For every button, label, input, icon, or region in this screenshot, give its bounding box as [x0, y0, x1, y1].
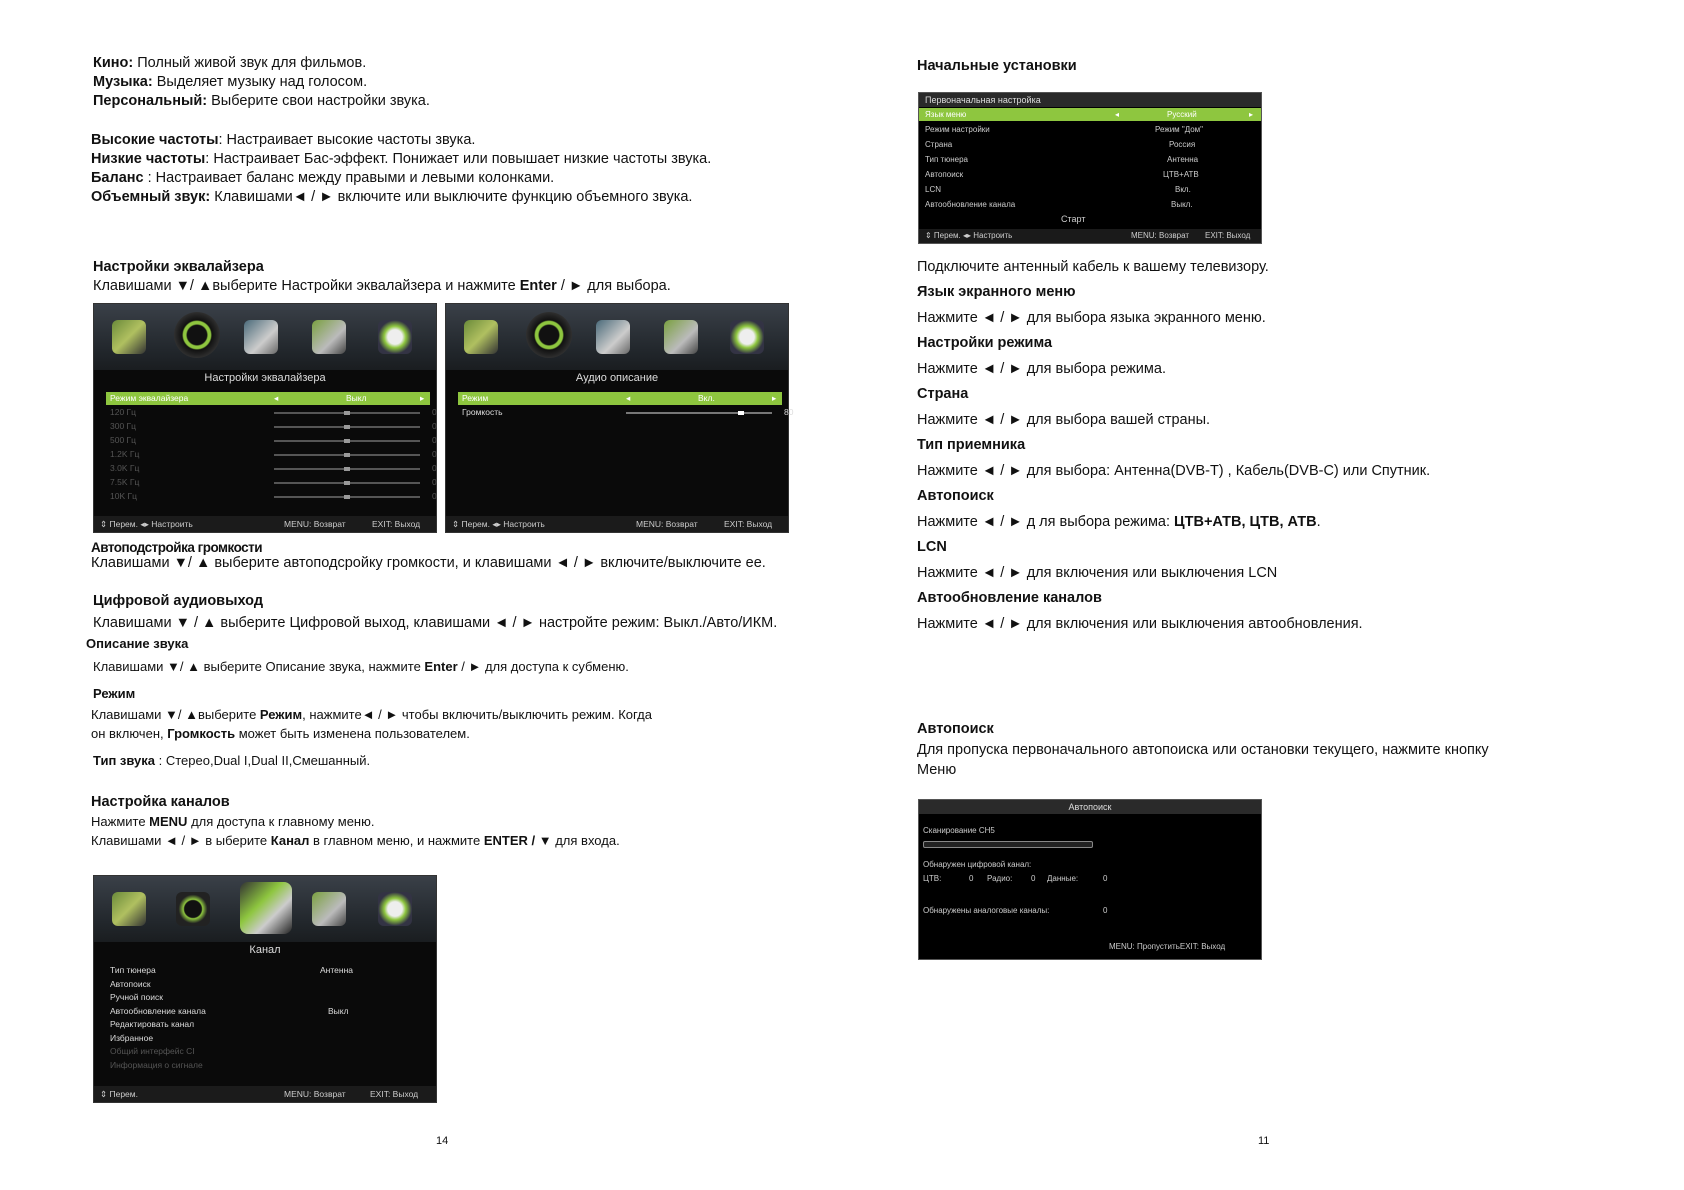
eq-heading: Настройки эквалайзера	[93, 259, 264, 275]
dtv-label: ЦТВ:	[923, 874, 942, 883]
analog-count: 0	[1103, 906, 1108, 915]
dtv-count: 0	[969, 874, 974, 883]
lcn-heading: LCN	[917, 539, 947, 555]
channel-heading: Настройка каналов	[91, 794, 230, 810]
channel-icon	[244, 320, 278, 354]
connect-text: Подключите антенный кабель к вашему телевизору.	[917, 259, 1269, 275]
ch-row-favorites[interactable]: Избранное	[110, 1032, 154, 1043]
screen-footer: ⇕ Перем. ◂▸ Настроить MENU: Возврат EXIT: Выход	[94, 516, 436, 532]
init-row-country[interactable]: Страна	[925, 140, 953, 149]
mode-settings-heading: Настройки режима	[917, 335, 1053, 351]
screen-title: Автопоиск	[919, 800, 1261, 814]
avl-text: Клавишами ▼/ ▲ выберите автоподсройку громкости, и клавишами ◄ / ► включите/выключите ее.	[91, 555, 766, 571]
init-row-tuner[interactable]: Тип тюнера	[925, 155, 968, 164]
eq-row-120[interactable]: 120 Гц 0	[110, 407, 437, 417]
ch-row-edit[interactable]: Редактировать канал	[110, 1019, 195, 1029]
eq-instructions: Клавишами ▼/ ▲выберите Настройки эквалайзера и нажмите Enter / ► для выбора.	[93, 278, 671, 294]
channel-text-2: Клавишами ◄ / ► в ыберите Канал в главном меню, и нажмите ENTER / ▼ для входа.	[91, 833, 620, 848]
sound-icon	[526, 312, 572, 358]
page-number: 11	[1258, 1135, 1270, 1147]
screen-footer: ⇕ Перем. MENU: Возврат EXIT: Выход	[94, 1086, 436, 1102]
ch-row-tuner[interactable]: Тип тюнера Антенна	[110, 965, 354, 975]
eq-row-mode[interactable]: Режим эквалайзера ◂ Выкл ▸	[106, 392, 430, 405]
autosearch2-heading: Автопоиск	[917, 721, 994, 737]
lock-icon	[664, 320, 698, 354]
lock-icon	[312, 320, 346, 354]
init-row-tuner-value: Антенна	[1167, 155, 1199, 164]
receiver-type-text: Нажмите ◄ / ► для выбора: Антенна(DVB-T) , Кабель(DVB-C) или Спутник.	[917, 463, 1431, 479]
menu-icon-bar	[446, 304, 788, 370]
avl-heading: Автоподстройка громкости	[91, 540, 263, 555]
sound-mode-music: Музыка: Выделяет музыку над голосом.	[93, 74, 368, 90]
ad-row-volume[interactable]: Громкость 80	[462, 407, 794, 417]
lcn-text: Нажмите ◄ / ► для включения или выключения LCN	[917, 565, 1278, 581]
channel-icon	[596, 320, 630, 354]
start-button[interactable]: Старт	[1061, 214, 1086, 224]
eq-row-3000[interactable]: 3.0K Гц 0	[110, 463, 437, 473]
menu-icon-bar	[94, 876, 436, 942]
mode-settings-text: Нажмите ◄ / ► для выбора режима.	[917, 361, 1166, 377]
ad-heading: Описание звука	[86, 636, 189, 651]
screen-title: Канал	[249, 944, 281, 956]
channel-text-1: Нажмите MENU для доступа к главному меню.	[91, 814, 375, 829]
surround-text: Объемный звук: Клавишами◄ / ► включите или выключите функцию объемного звука.	[91, 189, 693, 205]
init-row-autoupdate[interactable]: Автообновление канала	[925, 200, 1016, 209]
spdif-text: Клавишами ▼ / ▲ выберите Цифровой выход, клавишами ◄ / ► настройте режим: Выкл./Авто/ИКМ.	[93, 615, 778, 631]
initial-setup-screen	[918, 92, 1262, 244]
treble-text: Высокие частоты: Настраивает высокие частоты звука.	[91, 132, 476, 148]
init-row-lcn[interactable]: LCN	[925, 185, 942, 194]
osd-language-heading: Язык экранного меню	[917, 284, 1076, 300]
mode-text-2: он включен, Громкость может быть изменена пользователем.	[91, 726, 470, 741]
autosearch-heading: Автопоиск	[917, 488, 994, 504]
sound-type-text: Тип звука : Стерео,Dual I,Dual II,Смешанный.	[93, 753, 371, 768]
balance-text: Баланс : Настраивает баланс между правыми и левыми колонками.	[91, 170, 555, 186]
mode-heading: Режим	[93, 686, 136, 701]
sound-icon	[176, 892, 210, 926]
osd-language-text: Нажмите ◄ / ► для выбора языка экранного меню.	[917, 310, 1266, 326]
spdif-heading: Цифровой аудиовыход	[93, 593, 264, 609]
ch-row-signal: Информация о сигнале	[110, 1059, 203, 1070]
eq-row-300[interactable]: 300 Гц 0	[110, 421, 437, 431]
country-text: Нажмите ◄ / ► для выбора вашей страны.	[917, 412, 1211, 428]
ch-row-ci: Общий интерфейс CI	[110, 1046, 195, 1056]
ch-row-manual[interactable]: Ручной поиск	[110, 992, 163, 1002]
init-row-autosearch-value: ЦТВ+АТВ	[1163, 170, 1199, 179]
country-heading: Страна	[917, 386, 969, 402]
scan-footer: MENU: ПропуститьEXIT: Выход	[1109, 942, 1226, 951]
eq-row-1200[interactable]: 1.2K Гц 0	[110, 449, 437, 459]
right-page	[842, 0, 1684, 1190]
channel-screen	[93, 875, 437, 1103]
autosearch-text: Нажмите ◄ / ► д ля выбора режима: ЦТВ+АТВ, ЦТВ, АТВ.	[917, 514, 1321, 530]
data-label: Данные:	[1047, 874, 1079, 883]
audio-description-screen	[445, 303, 794, 533]
bass-text: Низкие частоты: Настраивает Бас-эффект. Понижает или повышает низкие частоты звука.	[91, 151, 712, 167]
receiver-type-heading: Тип приемника	[917, 437, 1026, 453]
screen-title: Аудио описание	[575, 372, 659, 384]
eq-row-7500[interactable]: 7.5K Гц 0	[110, 477, 437, 487]
init-heading: Начальные установки	[917, 58, 1077, 74]
setup-icon	[378, 320, 412, 354]
autosearch2-text-1: Для пропуска первоначального автопоиска или остановки текущего, нажмите кнопку	[917, 742, 1489, 758]
menu-icon-bar	[94, 304, 436, 370]
init-row-lcn-value: Вкл.	[1175, 185, 1191, 194]
sound-mode-movie: Кино: Полный живой звук для фильмов.	[93, 55, 367, 71]
autoupdate-text: Нажмите ◄ / ► для включения или выключения автообновления.	[917, 616, 1363, 632]
channel-icon	[240, 882, 292, 934]
scan-screen	[918, 799, 1262, 960]
init-row-language[interactable]: Язык меню ◂ Русский ▸	[919, 108, 1261, 121]
sound-mode-personal: Персональный: Выберите свои настройки звука.	[93, 93, 430, 109]
screen-footer: ⇕ Перем. ◂▸ Настроить MENU: Возврат EXIT: Выход	[446, 516, 788, 532]
eq-row-10k[interactable]: 10K Гц 0	[110, 491, 437, 501]
ch-row-autoupdate[interactable]: Автообновление канала Выкл	[110, 1005, 349, 1016]
scan-label: Сканирование CH5	[923, 826, 995, 835]
sound-icon	[174, 312, 220, 358]
ad-row-mode[interactable]: Режим ◂ Вкл. ▸	[458, 392, 782, 405]
radio-label: Радио:	[987, 874, 1013, 883]
page-number: 14	[436, 1135, 449, 1147]
init-row-autoupdate-value: Выкл.	[1171, 200, 1193, 209]
screen-title: Настройки эквалайзера	[204, 372, 326, 384]
radio-count: 0	[1031, 874, 1036, 883]
eq-row-500[interactable]: 500 Гц 0	[110, 435, 437, 445]
mode-text-1: Клавишами ▼/ ▲выберите Режим, нажмите◄ / ► чтобы включить/выключить режим. Когда	[91, 707, 652, 722]
digital-label: Обнаружен цифровой канал:	[923, 860, 1032, 869]
autosearch2-text-2: Меню	[917, 762, 957, 778]
init-row-mode-value: Режим "Дом"	[1155, 125, 1204, 134]
init-row-autosearch[interactable]: Автопоиск	[925, 170, 964, 179]
picture-icon	[112, 892, 146, 926]
analog-label: Обнаружены аналоговые каналы:	[923, 906, 1050, 915]
screen-title: Первоначальная настройка	[919, 93, 1261, 107]
picture-icon	[112, 320, 146, 354]
data-count: 0	[1103, 874, 1108, 883]
picture-icon	[464, 320, 498, 354]
setup-icon	[378, 892, 412, 926]
scan-progress-bar	[923, 841, 1093, 848]
init-row-mode[interactable]: Режим настройки	[925, 125, 990, 134]
setup-icon	[730, 320, 764, 354]
lock-icon	[312, 892, 346, 926]
init-row-country-value: Россия	[1169, 140, 1196, 149]
autoupdate-heading: Автообновление каналов	[917, 590, 1102, 606]
screen-footer: ⇕ Перем. ◂▸ Настроить MENU: Возврат EXIT: Выход	[919, 229, 1261, 243]
ad-text: Клавишами ▼/ ▲ выберите Описание звука, нажмите Enter / ► для доступа к субменю.	[93, 659, 629, 674]
eq-screen	[93, 303, 437, 533]
ch-row-autosearch[interactable]: Автопоиск	[110, 978, 151, 989]
